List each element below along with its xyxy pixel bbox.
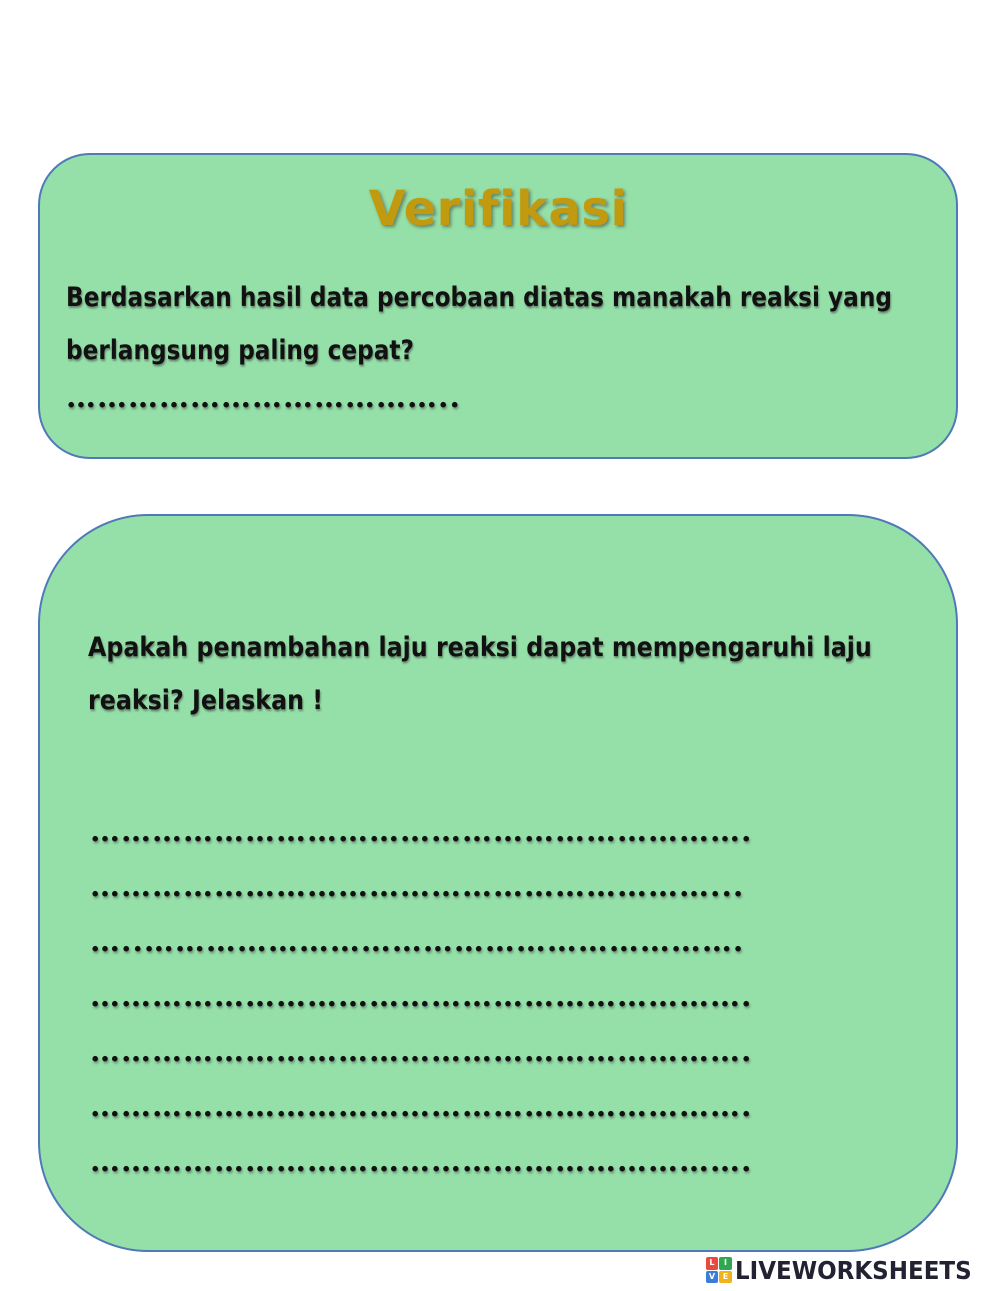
question-1-line-2: berlangsung paling cepat? — [66, 335, 415, 366]
answer-line[interactable]: ………………………………………………………. — [90, 1034, 753, 1069]
explanation-card — [38, 514, 958, 1252]
answer-line[interactable]: ………………………………………………………. — [90, 1089, 753, 1124]
answer-line[interactable]: ………………………………………………………. — [90, 1144, 753, 1179]
verification-card — [38, 153, 958, 459]
answer-line[interactable]: …..…………………………………………………. — [90, 924, 745, 959]
question-2 — [88, 621, 872, 727]
logo-letter: L — [706, 1257, 719, 1270]
question-2-line-1: Apakah penambahan laju reaksi dapat mempengaruhi laju — [88, 632, 872, 663]
logo-letter: I — [719, 1257, 732, 1270]
question-2-line-2: reaksi? Jelaskan ! — [88, 685, 324, 716]
liveworksheets-brand — [706, 1254, 992, 1286]
answer-line[interactable]: ………………………………………………………. — [90, 979, 753, 1014]
answer-line[interactable]: ……………………………………………………... — [90, 869, 745, 904]
answer-1-field[interactable]: ……………………………….. — [66, 380, 461, 415]
question-1-line-1: Berdasarkan hasil data percobaan diatas manakah reaksi yang — [66, 282, 892, 313]
question-1 — [66, 271, 892, 377]
liveworksheets-logo-icon — [706, 1257, 732, 1283]
answer-line[interactable]: ………………………………………………………. — [90, 814, 753, 849]
logo-letter: E — [719, 1271, 732, 1284]
brand-name: LIVEWORKSHEETS — [734, 1255, 972, 1285]
logo-letter: V — [706, 1271, 719, 1284]
card-title: Verifikasi — [368, 181, 628, 237]
answer-2-area[interactable] — [90, 804, 752, 1189]
